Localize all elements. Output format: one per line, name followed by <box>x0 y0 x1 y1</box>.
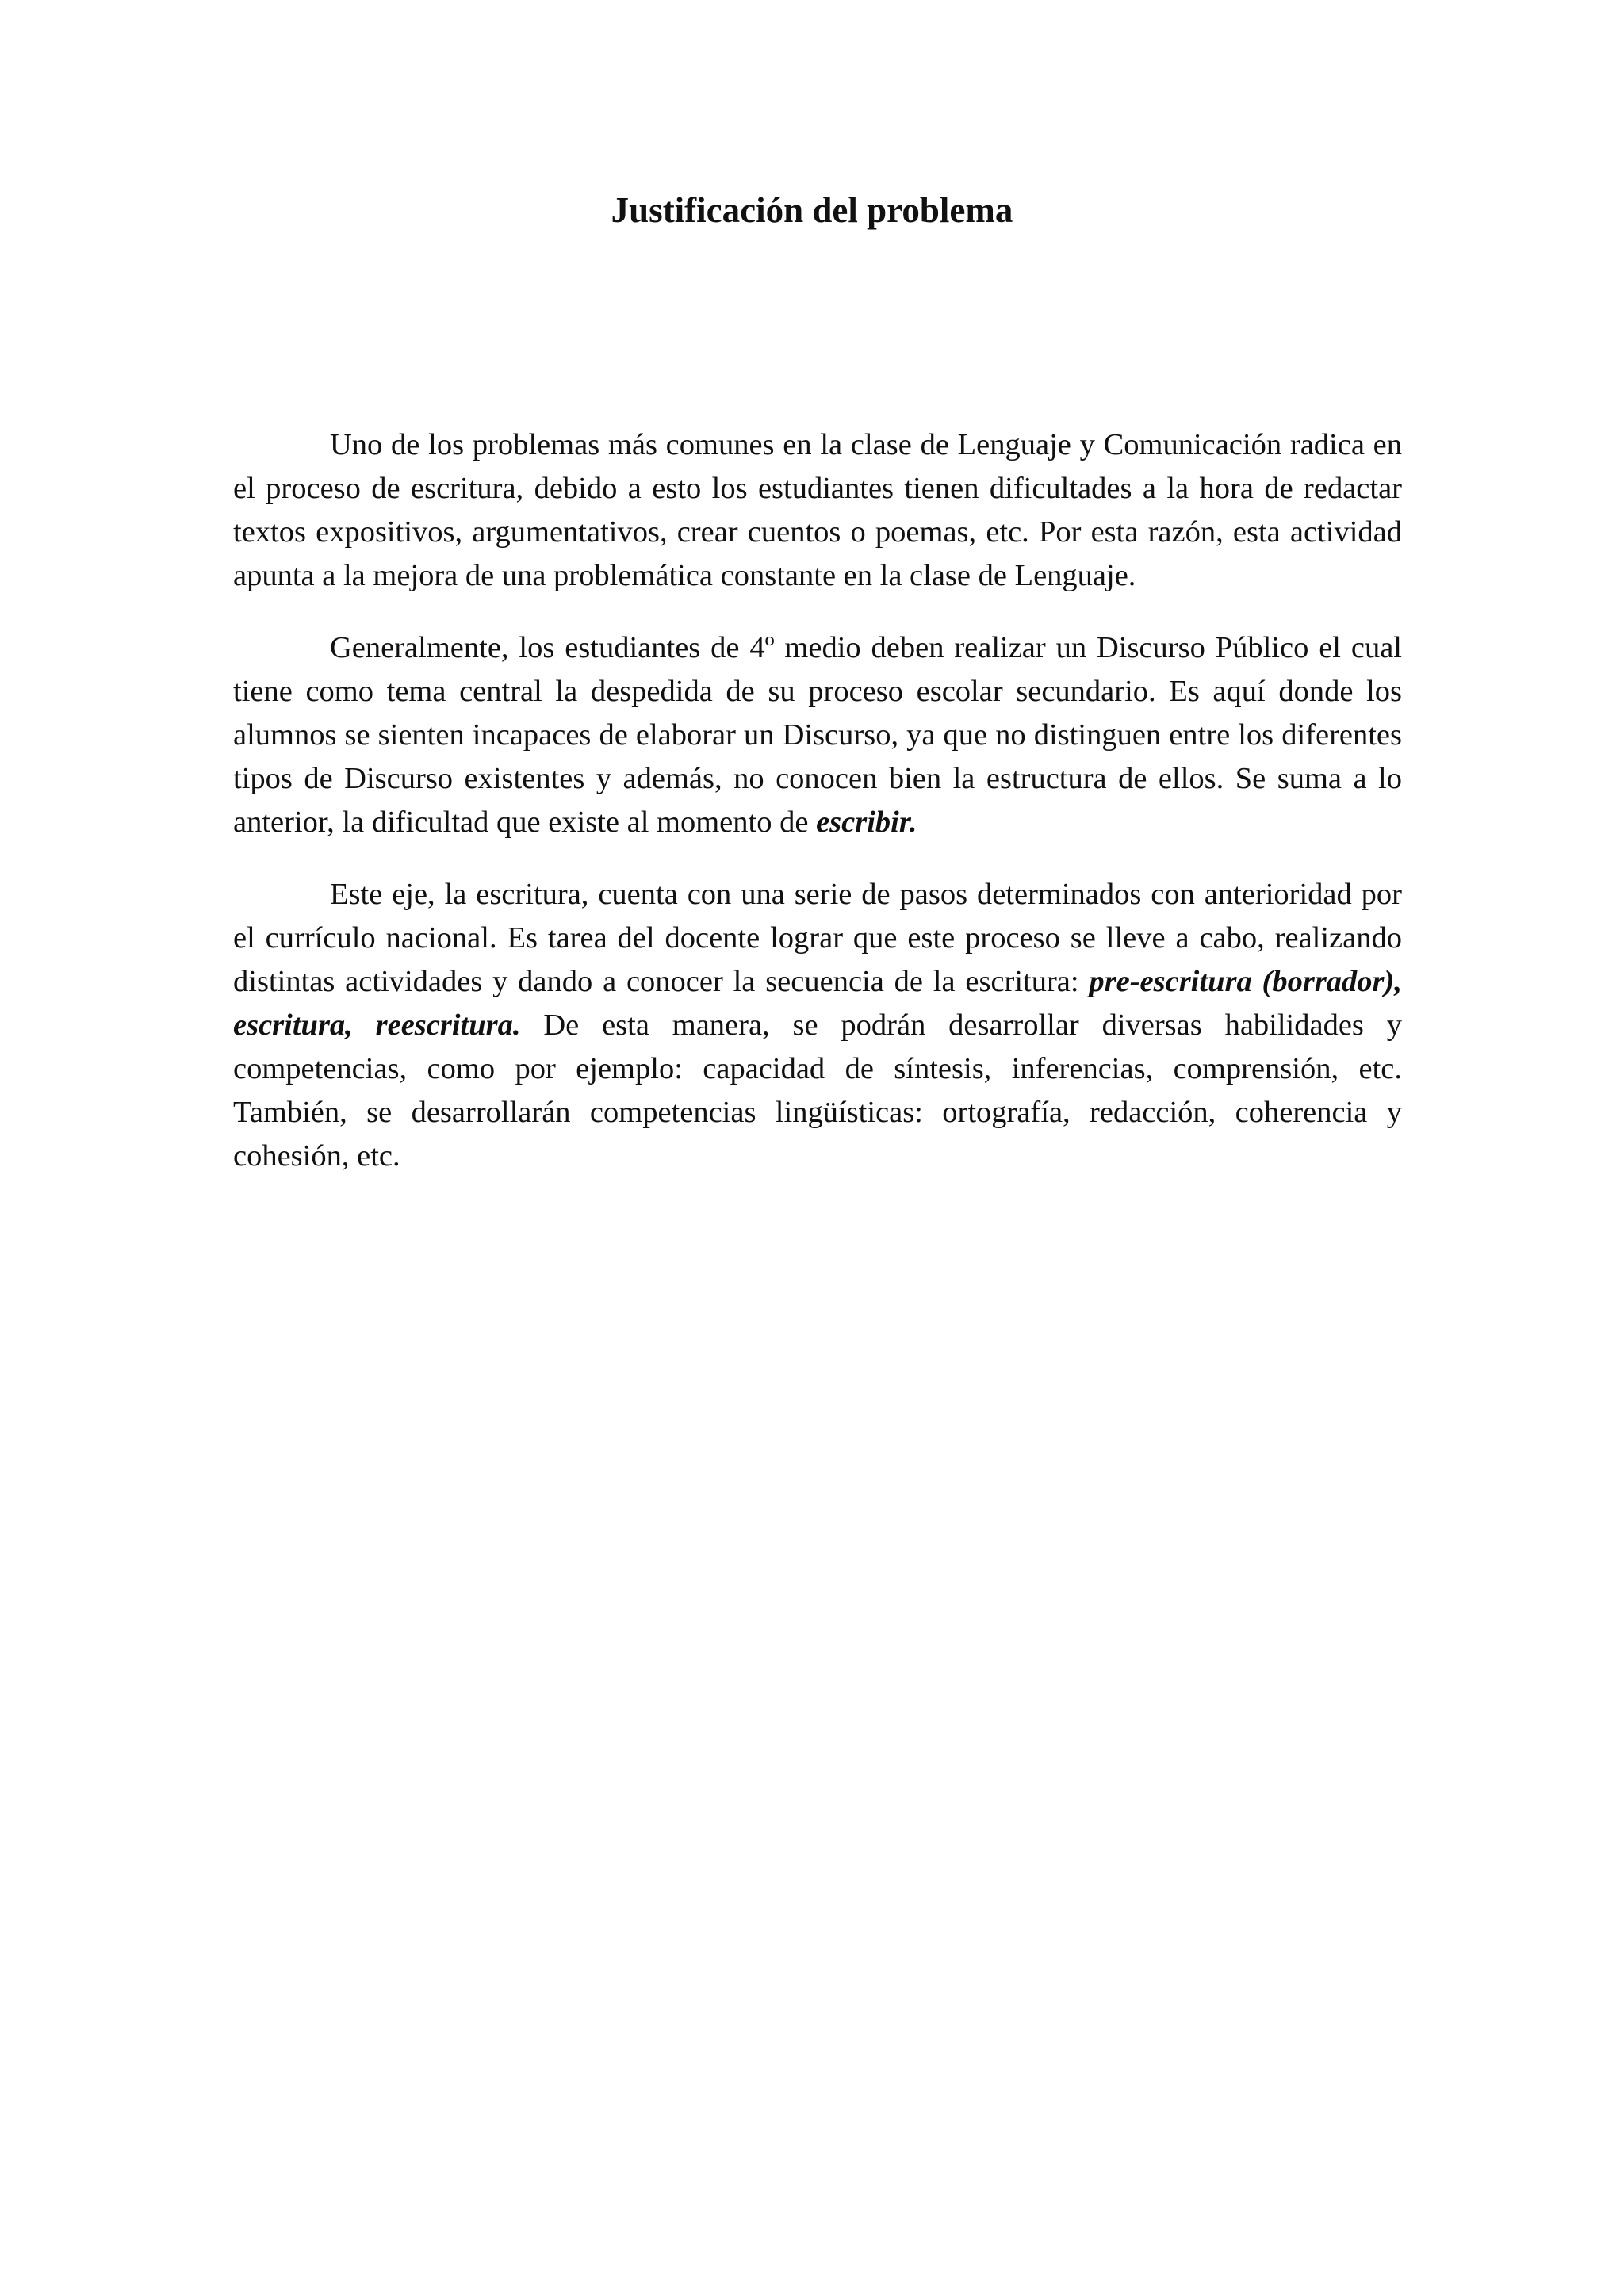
document-body <box>233 423 1402 1207</box>
paragraph-3 <box>233 873 1402 1178</box>
paragraph-3-text-after: De esta manera, se podrán desarrollar diversas habilidades y competencias, como por ejemplo: capacidad de síntesis, inferencias, comprensión, etc. También, se desarrollarán competencias lingüísticas: ortografía, redacción, coherencia y cohesión, etc. <box>233 1008 1402 1173</box>
paragraph-2-text: Generalmente, los estudiantes de 4º medio deben realizar un Discurso Público el cual tiene como tema central la despedida de su proceso escolar secundario. Es aquí donde los alumnos se sienten incapaces de elaborar un Discurso, ya que no distinguen entre los diferentes tipos de Discurso existentes y además, no conocen bien la estructura de ellos. Se suma a lo anterior, la dificultad que existe al momento de <box>233 631 1402 839</box>
paragraph-1: Uno de los problemas más comunes en la clase de Lenguaje y Comunicación radica en el proceso de escritura, debido a esto los estudiantes tienen dificultades a la hora de redactar textos expositivos, argumentativos, crear cuentos o poemas, etc. Por esta razón, esta actividad apunta a la mejora de una problemática constante en la clase de Lenguaje. <box>233 428 1402 592</box>
page-title: Justificación del problema <box>611 190 1013 230</box>
paragraph-3-text-before: Este eje, la escritura, cuenta con una serie de pasos determinados con anterioridad por el currículo nacional. Es tarea del docente lograr que este proceso se lleve a cabo, realizando distintas actividades y dando a conocer la secuencia de la escritura: <box>233 878 1402 998</box>
paragraph-2-emphasis: escribir. <box>816 806 917 839</box>
paragraph-3-emphasis: pre-escritura (borrador), escritura, reescritura. <box>233 965 1402 1042</box>
paragraph-2 <box>233 626 1402 844</box>
